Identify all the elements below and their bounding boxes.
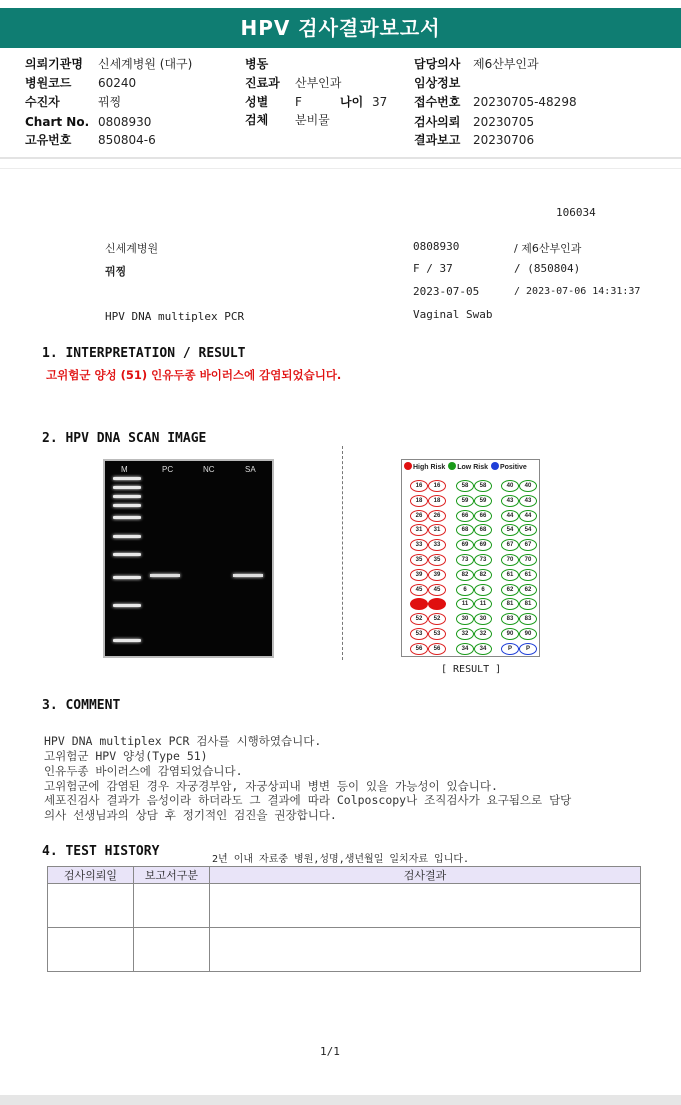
label-ward: 병동	[245, 57, 269, 71]
value-department: 산부인과	[295, 76, 342, 90]
test-history-table	[47, 866, 641, 972]
ladder-band	[113, 576, 141, 579]
value-specimen: 분비물	[295, 113, 330, 127]
doc-birth: / (850804)	[514, 262, 581, 275]
hpv-type-cell: P	[501, 643, 519, 655]
hpv-type-cell: 68	[474, 524, 492, 536]
hpv-type-cell: 90	[501, 628, 519, 640]
legend-high-risk: High Risk	[413, 464, 446, 471]
col-request-date: 검사의뢰일	[48, 867, 134, 884]
value-request-date: 20230705	[473, 115, 535, 129]
hpv-type-cell: 82	[474, 569, 492, 581]
gel-lane-label-sa: SA	[245, 465, 256, 474]
test-history-note: 2년 이내 자료중 병원,성명,생년월일 일치자료 입니다.	[212, 854, 470, 865]
low-risk-dot-icon	[448, 462, 456, 470]
hpv-type-cell: 35	[428, 554, 446, 566]
hpv-type-cell: 62	[501, 584, 519, 596]
hpv-type-cell: 51	[428, 598, 446, 610]
page-footer-bar	[0, 1095, 681, 1105]
hpv-type-cell: 44	[501, 510, 519, 522]
hpv-type-cell: 34	[474, 643, 492, 655]
hpv-type-cell: 39	[410, 569, 428, 581]
hpv-type-cell: 32	[474, 628, 492, 640]
table-row	[48, 928, 641, 972]
comment-line: 고위험군에 감염된 경우 자궁경부암, 자궁상피내 병변 등이 있을 가능성이 있습니다.	[44, 779, 498, 793]
hpv-type-cell: 43	[501, 495, 519, 507]
hpv-type-cell: P	[519, 643, 537, 655]
hpv-type-cell: 53	[410, 628, 428, 640]
header-info	[0, 0, 681, 160]
hpv-type-cell: 35	[410, 554, 428, 566]
header-divider	[0, 157, 681, 159]
doc-hospital: 신세계병원	[105, 242, 159, 255]
value-age: 37	[372, 95, 388, 109]
hpv-type-cell: 34	[456, 643, 474, 655]
label-unique-no: 고유번호	[25, 133, 72, 147]
hpv-type-cell: 26	[428, 510, 446, 522]
hpv-type-cell: 52	[410, 613, 428, 625]
ladder-band	[113, 553, 141, 556]
page-number: 1/1	[320, 1045, 340, 1058]
doc-chart: 0808930	[413, 240, 460, 253]
hpv-type-cell: 68	[456, 524, 474, 536]
hpv-type-cell: 53	[428, 628, 446, 640]
hpv-type-cell: 26	[410, 510, 428, 522]
label-report-date: 결과보고	[414, 133, 461, 147]
hpv-type-cell: 70	[519, 554, 537, 566]
value-unique-no: 850804-6	[98, 133, 156, 147]
positive-dot-icon	[491, 462, 499, 470]
doc-dept: / 제6산부인과	[514, 242, 582, 255]
hpv-type-cell: 70	[501, 554, 519, 566]
hpv-type-cell: 30	[474, 613, 492, 625]
col-test-result: 검사결과	[210, 867, 641, 884]
report-title: HPV 검사결과보고서	[0, 8, 681, 48]
hpv-type-cell: 73	[474, 554, 492, 566]
hpv-type-cell: 54	[519, 524, 537, 536]
hpv-type-cell: 83	[519, 613, 537, 625]
gel-lane-label-nc: NC	[203, 465, 215, 474]
hpv-type-cell: 45	[428, 584, 446, 596]
hpv-type-cell: 32	[456, 628, 474, 640]
col-report-type: 보고서구분	[134, 867, 210, 884]
value-report-date: 20230706	[473, 133, 535, 147]
gel-lane-label-pc: PC	[162, 465, 174, 474]
hpv-type-cell: 33	[428, 539, 446, 551]
hpv-type-cell: 6	[474, 584, 492, 596]
gel-lane-label-m: M	[121, 465, 128, 474]
hpv-type-cell: 39	[428, 569, 446, 581]
hpv-type-cell: 16	[428, 480, 446, 492]
hpv-type-cell: 56	[410, 643, 428, 655]
hpv-type-cell: 61	[519, 569, 537, 581]
hpv-type-cell: 90	[519, 628, 537, 640]
section-test-history-title: 4. TEST HISTORY	[42, 844, 160, 859]
table-cell	[210, 928, 641, 972]
hpv-type-cell: 11	[456, 598, 474, 610]
hpv-type-cell: 58	[474, 480, 492, 492]
ladder-band	[113, 477, 141, 480]
result-caption: [ RESULT ]	[441, 664, 502, 675]
doc-date-request: 2023-07-05	[413, 285, 480, 298]
label-specimen: 검체	[245, 113, 269, 127]
hpv-type-cell: 30	[456, 613, 474, 625]
table-row	[48, 884, 641, 928]
label-department: 진료과	[245, 76, 280, 90]
value-receipt-no: 20230705-48298	[473, 95, 577, 109]
value-sex: F	[295, 95, 302, 109]
header-divider-thin	[0, 168, 681, 169]
hpv-type-cell: 62	[519, 584, 537, 596]
label-patient: 수진자	[25, 95, 60, 109]
label-clinical-info: 임상정보	[414, 76, 461, 90]
label-age: 나이	[340, 95, 364, 109]
section-interpretation-title: 1. INTERPRETATION / RESULT	[42, 346, 246, 361]
table-cell	[48, 928, 134, 972]
label-hospital-code: 병원코드	[25, 76, 72, 90]
ladder-band	[113, 535, 141, 538]
hpv-type-cell: 69	[474, 539, 492, 551]
ladder-band	[113, 495, 141, 498]
hpv-type-cell: 45	[410, 584, 428, 596]
high-risk-dot-icon	[404, 462, 412, 470]
table-cell	[134, 884, 210, 928]
comment-line: 세포진검사 결과가 음성이라 하더라도 그 결과에 따라 Colposcopy나 조직검사가 요구됨으로 담당	[44, 793, 572, 807]
value-hospital-code: 60240	[98, 76, 137, 90]
doc-code: 106034	[556, 206, 596, 219]
hpv-type-cell: 11	[474, 598, 492, 610]
doc-patient: 꿔찡	[105, 265, 127, 278]
hpv-type-cell: 81	[501, 598, 519, 610]
value-doctor: 제6산부인과	[473, 57, 539, 71]
ladder-band	[113, 486, 141, 489]
divider-dashed	[342, 446, 343, 660]
doc-specimen: Vaginal Swab	[413, 308, 493, 321]
ladder-band	[113, 639, 141, 642]
hpv-type-cell: 82	[456, 569, 474, 581]
table-cell	[48, 884, 134, 928]
interpretation-result: 고위험군 양성 (51) 인유두종 바이러스에 감염되었습니다.	[46, 368, 342, 382]
hpv-type-cell: 40	[519, 480, 537, 492]
gel-electrophoresis-image	[103, 459, 274, 658]
hpv-type-cell: 54	[501, 524, 519, 536]
doc-date-report: / 2023-07-06 14:31:37	[514, 286, 641, 297]
hpv-type-cell: 67	[501, 539, 519, 551]
hpv-type-cell: 44	[519, 510, 537, 522]
value-chart-no: 0808930	[98, 115, 152, 129]
hpv-type-cell: 16	[410, 480, 428, 492]
ladder-band	[113, 604, 141, 607]
hpv-type-cell: 83	[501, 613, 519, 625]
hpv-type-cell: 73	[456, 554, 474, 566]
doc-test-name: HPV DNA multiplex PCR	[105, 310, 245, 323]
hpv-type-cell: 56	[428, 643, 446, 655]
sa-band	[233, 574, 263, 577]
hpv-type-cell: 67	[519, 539, 537, 551]
hpv-type-cell: 66	[456, 510, 474, 522]
hpv-type-cell: 31	[428, 524, 446, 536]
comment-line: 인유두종 바이러스에 감염되었습니다.	[44, 764, 243, 778]
comment-line: 고위험군 HPV 양성(Type 51)	[44, 749, 208, 763]
table-cell	[210, 884, 641, 928]
hpv-type-cell: 33	[410, 539, 428, 551]
comment-line: HPV DNA multiplex PCR 검사를 시행하였습니다.	[44, 734, 322, 748]
hpv-type-cell: 52	[428, 613, 446, 625]
section-comment-title: 3. COMMENT	[42, 698, 121, 713]
doc-sex-age: F / 37	[413, 262, 453, 275]
section-scan-image-title: 2. HPV DNA SCAN IMAGE	[42, 431, 207, 446]
label-sex: 성별	[245, 95, 269, 109]
hpv-type-cell: 66	[474, 510, 492, 522]
hpv-type-cell: 18	[410, 495, 428, 507]
hpv-type-cell: 59	[456, 495, 474, 507]
hpv-type-cell: 6	[456, 584, 474, 596]
hpv-type-cell: 31	[410, 524, 428, 536]
label-doctor: 담당의사	[414, 57, 461, 71]
hpv-result-board	[401, 459, 540, 657]
comment-line: 의사 선생님과의 상담 후 정기적인 검진을 권장합니다.	[44, 808, 337, 822]
label-receipt-no: 접수번호	[414, 95, 461, 109]
hpv-type-cell: 58	[456, 480, 474, 492]
label-request-date: 검사의뢰	[414, 115, 461, 129]
value-patient: 꿔찡	[98, 95, 122, 109]
hpv-type-cell: 69	[456, 539, 474, 551]
hpv-type-cell: 59	[474, 495, 492, 507]
pc-band	[150, 574, 180, 577]
hpv-type-cell: 61	[501, 569, 519, 581]
table-cell	[134, 928, 210, 972]
hpv-type-cell: 18	[428, 495, 446, 507]
board-legend	[404, 462, 527, 471]
ladder-band	[113, 516, 141, 519]
legend-positive: Positive	[499, 464, 527, 471]
hpv-type-cell: 40	[501, 480, 519, 492]
ladder-band	[113, 504, 141, 507]
label-institution: 의뢰기관명	[25, 57, 83, 71]
legend-low-risk: Low Risk	[457, 464, 488, 471]
hpv-type-cell: 81	[519, 598, 537, 610]
hpv-type-cell: 51	[410, 598, 428, 610]
value-institution: 신세계병원 (대구)	[98, 57, 193, 71]
label-chart-no: Chart No.	[25, 115, 90, 129]
hpv-type-cell: 43	[519, 495, 537, 507]
